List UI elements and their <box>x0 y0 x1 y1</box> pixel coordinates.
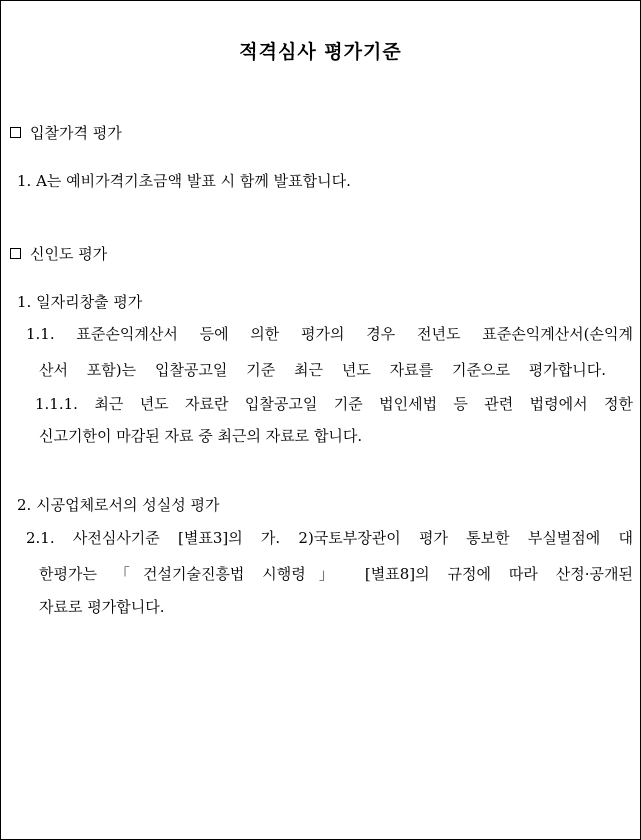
item-number: 1.1. <box>26 325 55 343</box>
item-text: 표준손익계산서 등에 의한 평가의 경우 전년도 표준손익계산서(손익계 <box>76 325 633 343</box>
item-text: 일자리창출 평가 <box>36 293 143 311</box>
item-text-continuation: 신고기한이 마감된 자료 중 최근의 자료로 합니다. <box>39 427 363 445</box>
item-text-continuation: 산서 포함)는 입찰공고일 기준 최근 년도 자료를 기준으로 평가합니다. <box>39 361 606 379</box>
item-text: A는 예비가격기초금액 발표 시 함께 발표합니다. <box>36 172 351 190</box>
list-item-2-1-line3 <box>39 597 164 617</box>
checkbox-square-icon <box>10 127 21 138</box>
item-text: 사전심사기준 [별표3]의 가. 2)국토부장관이 평가 통보한 부실벌점에 대 <box>72 529 633 547</box>
section-heading-bid-price <box>10 122 122 143</box>
section-heading-label: 입찰가격 평가 <box>30 124 122 142</box>
section-heading-credibility <box>10 243 107 264</box>
item-number: 2. <box>17 496 32 514</box>
item-number: 2.1. <box>26 529 55 547</box>
section-heading-label: 신인도 평가 <box>30 245 108 263</box>
list-item-2-1-line2 <box>39 564 633 584</box>
list-item-job-creation <box>17 292 142 312</box>
list-item-1-1-1-line2 <box>39 426 362 446</box>
list-item-1 <box>17 171 351 191</box>
list-item-sincerity <box>17 495 220 515</box>
page-title: 적격심사 평가기준 <box>239 41 402 63</box>
item-number: 1.1.1. <box>35 395 78 413</box>
list-item-2-1-line1 <box>26 528 633 548</box>
item-text: 시공업체로서의 성실성 평가 <box>36 496 220 514</box>
item-text-continuation: 자료로 평가합니다. <box>39 598 165 616</box>
item-text-continuation: 한평가는 「건설기술진흥법 시행령」 [별표8]의 규정에 따라 산정·공개된 <box>39 565 633 583</box>
list-item-1-1-1-line1 <box>35 394 633 414</box>
list-item-1-1-line2 <box>39 360 606 380</box>
item-number: 1. <box>17 293 32 311</box>
item-text: 최근 년도 자료란 입찰공고일 기준 법인세법 등 관련 법령에서 정한 <box>94 395 633 413</box>
checkbox-square-icon <box>10 248 21 259</box>
item-number: 1. <box>17 172 32 190</box>
list-item-1-1-line1 <box>26 324 633 344</box>
